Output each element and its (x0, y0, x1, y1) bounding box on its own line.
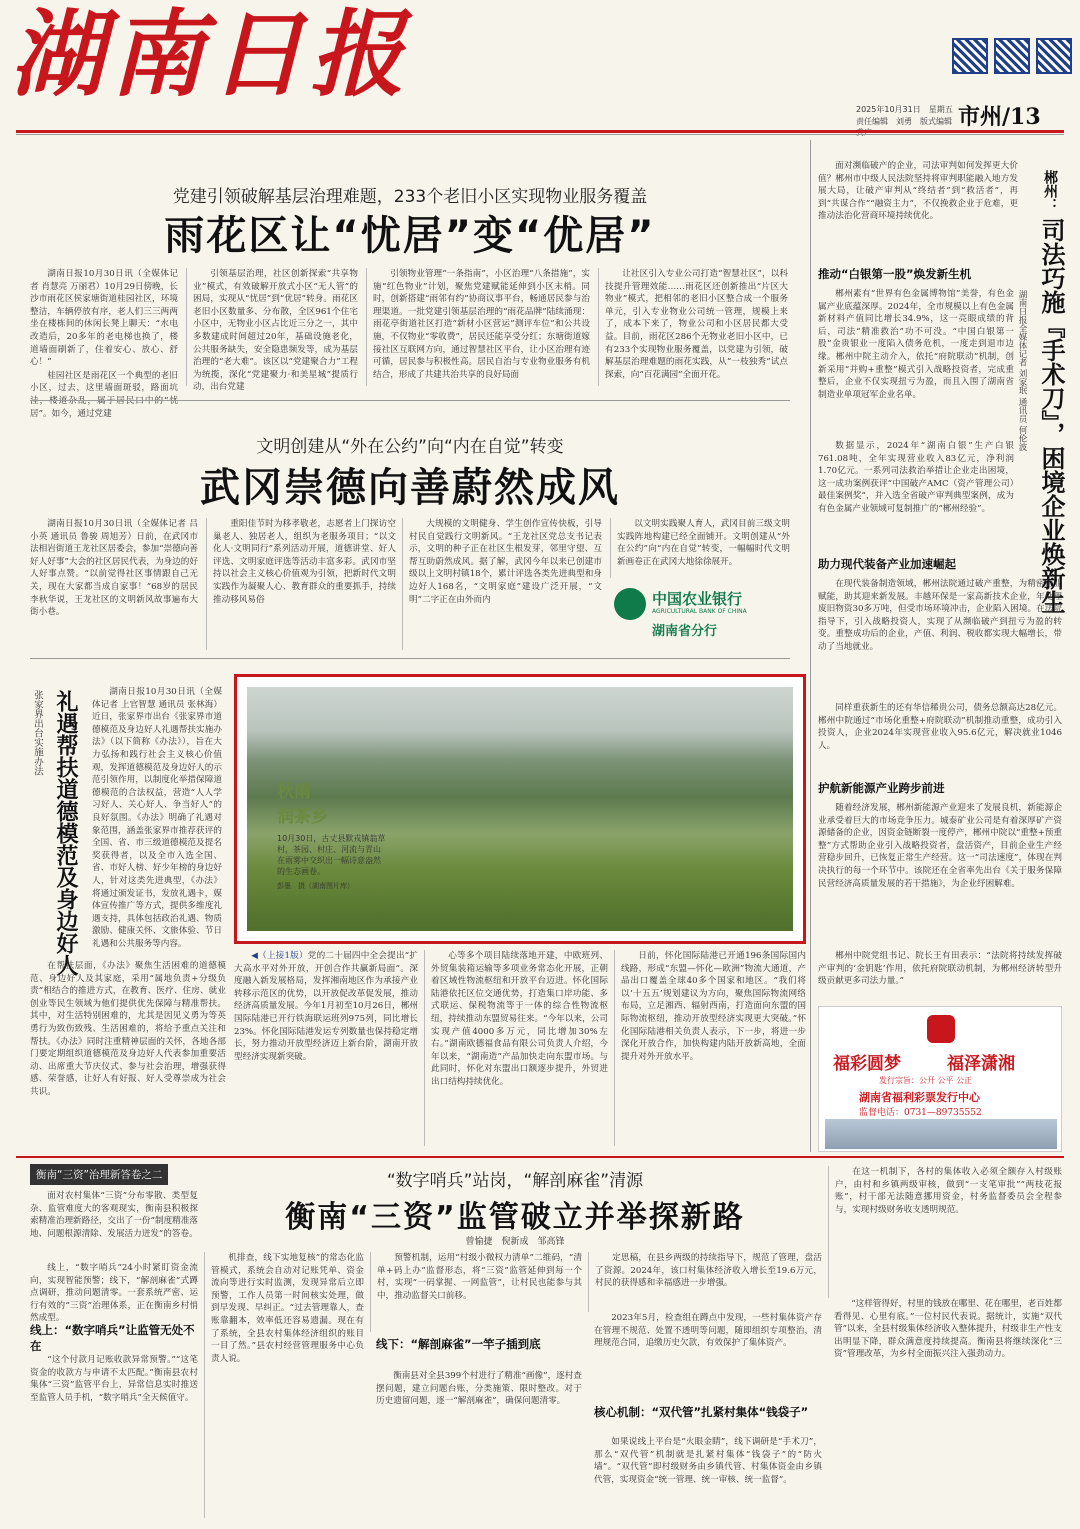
header-rule (16, 130, 1064, 133)
article3-title: 礼遇帮扶道德模范及身边好人 (53, 690, 78, 976)
series-tag: 衡南“三资”治理新答卷之二 (30, 1164, 168, 1185)
photo-caption: 10月30日，古丈县默戎镇翁草村，茶园、村庄、河流与青山在雨雾中交织出一幅诗意盎然的生态画卷。 (277, 834, 386, 876)
lottery-principle: 发行宗旨：公开 公平 公正 (879, 1076, 973, 1085)
article5-col2: 机排查，线下实地复核”的常态化监管模式，系统会自动对记账凭单、资金流向等进行实时监测，发现异常后立即预警，工作人员第一时间核实处理，做到早发现、早纠正。“过去管理靠人，查账靠翻本，效率低还容易遗漏。现在有了系统，全县农村集体经济组织的账目一目了然。”县农村经营管理服务中心负责人说。 (204, 1252, 364, 1518)
article1-col3: 引领物业管理“一条指南”，小区治理“八条措施”，实施“红色物业”计划，聚焦党建赋能延伸到小区末梢。同时，创新搭建“雨邻有约”协商议事平台，畅通居民参与治理渠道。一批党建引领基层治理的“雨花品牌”陆续涌现：雨花亭街道社区打造“新材小区营运”测评车位”和公共设施，不仅物业“零收费”，居民还能享受分红；东塘街道嫁接社区互联网方向，通过智慧社区平台，让小区治理有迹可循，居民参与积极性高。居民自治与专业物业服务有机结合，形成了共建共治共享的良好局面 (366, 268, 590, 386)
article2-col2: 重阳佳节时为移孝敬老，志愿者上门探访空巢老人、独居老人，组织为老服务项目；“以文化人·文明同行”系列活动开展，道德讲堂、好人评选、文明家庭评选等活动丰富多彩。武冈市坚持以社会主义核心价值观为引领，把新时代文明实践作为凝聚人心、教育群众的重要抓手，持续推动移风易俗 (206, 518, 396, 650)
abc-logo-icon (614, 588, 646, 620)
article1-col1: 湖南日报10月30日讯（全媒体记者 肖慧亮 万丽君）10月29日傍晚，长沙市雨花区侯家塘街道桂园社区，环境整洁，车辆停放有序，老人们三三两两坐在楼栋间的休闲长凳上聊天：“水电改造后，20多年的老电梯也换了，楼道墙面刷新了，住着安心、放心、舒心！” 桂园社区是雨花区一个典型的老旧小区，过去，这里墙面斑驳，路面坑 居”。如今，通过党建 (30, 269, 178, 419)
divider (30, 658, 790, 659)
lottery-slogan-1: 福彩圆梦 (833, 1054, 901, 1074)
article5-intro: 面对农村集体“三资”分布零散、类型复杂、监管难度大的客观现实，衡南县积极探索精准治理新路径，交出了一份“制度精准落地、问题根源清除、发展活力迸发”的答卷。 (30, 1191, 198, 1239)
article5-col3b: 衡南县对全县399个村进行了精准“画像”，逐村查摆问题，建立问题台账，分类施策、限时整改。对于历史遗留问题，逐一“解剖麻雀”，确保问题清零。 (376, 1371, 582, 1407)
right-para-5: 随着经济发展，郴州新能源产业迎来了发展良机，新能源企业承受着巨大的市场竞争压力。城泰矿业公司是有着深厚矿产资源储备的企业，因资金链断裂一度停产，郴州中院以“重整+预重整”方式帮助企业引入战略投资者，盘活资产，目前企业生产经营稳步回升，已恢复正常生产经营。这一“司法速度”，体现在判决执行的每一个环节中。该院还在全省率先出台《关于服务保障民营经济高质量发展的若干措施》，为企业纾困解难。 (818, 803, 1062, 889)
newspaper-masthead: 湖南日报 (10, 0, 411, 110)
lottery-logo-icon (927, 1015, 955, 1043)
article5-col5: 在这一机制下，各村的集体收入必须全额存入村级账户，由村和乡镇两级审核，做到“一支笔审批”“两枝花报账”，村干部无法随意挪用资金，村务监督委员会全程参与，实现村级财务收支透明规范。 (828, 1166, 1062, 1298)
header-rule-thin (16, 134, 1064, 135)
feature-photo-frame (234, 674, 806, 944)
article2-kicker: 文明创建从“外在公约”向“内在自觉”转变 (256, 437, 564, 457)
lottery-hotline: 监督电话：0731—89735552 (859, 1108, 982, 1118)
article5-col4c: 如果说线上平台是“火眼金睛”，线下调研是“手术刀”，那么“双代管”机制就是扎紧村集体“钱袋子”的“防火墙”。“双代管”即村级财务由乡镇代管、村集体资金由乡镇代管，实现资金“统一管理、统一审核、统一监督”。 (594, 1437, 822, 1485)
article5-col1: 线上，“数字哨兵”24小时紧盯资金流向，实现智能预警；线下，“解剖麻雀”式蹲点调研，推动问题清零。一套系统严密、运行有效的“三资”治理体系，正在衡南乡村悄然成型。 (30, 1263, 198, 1324)
qr-code-icon (952, 38, 988, 74)
article1-title: 雨花区让“忧居”变“优居” (164, 213, 656, 259)
city-skyline-image (825, 1119, 1057, 1149)
article4-col3: 日前，怀化国际陆港已开通196条国际国内线路，形成“东盟—怀化—欧洲”物流大通道，产品出口覆盖全球40多个国家和地区。“我们将以‘十五五’规划建议为方向，聚焦国际物流网络布局，立足湘西、辐射西南，打造面向东盟的国际物流枢纽，推动开放型经济实现更大突破。”怀化国际陆港相关负责人表示，下一步，将进一步深化开放合作，加快构建内陆开放新高地，全面提升对外开放水平。 (614, 950, 806, 1146)
section-rule (16, 1156, 1064, 1158)
divider (30, 400, 790, 401)
article5-col1b: “这个付款月记账收款异常预警。”“这笔资金的收款方与申请不太匹配。”衡南县农村集体“三资”监管平台上，异常信息实时推送至监管人员手机，“数字哨兵”全天候值守。 (30, 1355, 198, 1403)
article5-subhead-1: 线上：“数字哨兵”让监管无处不在 (30, 1323, 195, 1353)
right-subhead-2: 助力现代装备产业加速崛起 (818, 557, 956, 571)
continued-label: ◀（上接1版） (251, 951, 308, 961)
right-article-prefix: 郴州： (1042, 170, 1058, 212)
right-subhead-1: 推动“白银第一股”焕发新生机 (818, 267, 972, 281)
article3-body: 在帮扶层面，《办法》聚焦生活困难的道德模范、身边好人及其家庭，采用“属地负责+分级负责”相结合的推进方式，在教育、医疗、住房、就业创业等民生领域为他们提供优先保障与精准帮扶。其中，对生活特别困难的，尤其是因见义勇为等英勇行为致伤致残、生活困难的，将给予重点关注和帮扶。《办法》同时注重精神层面的关怀，各地各部门要定期组织道德模范及身边好人代表参加重要活动、出席重大节庆仪式、参与社会治理，增强获得感、荣誉感，让好人有好报、好人受尊崇成为社会共识。 (30, 961, 226, 1097)
article4-col2: 心等多个项目陆续落地开建，中欧班列、外贸集装箱运输等多项业务常态化开展，正朝着区域性物流枢纽和开放平台迈进。怀化国际陆港依托区位交通优势，打造集口岸功能、多式联运、保税物流等于一体的综合性物流枢纽，持续推动东盟贸易往来。“今年以来，公司实现产值4000多万元，同比增加30%左右。”湖南欧德福食品有限公司负责人介绍，今年以来，“湖南造”产品加快走向东盟市场。与此同时，怀化对东盟出口额逐步提升，外贸进出口结构持续优化。 (424, 950, 608, 1146)
right-article-intro: 面对濒临破产的企业，司法审判如何发挥更大价值？郴州市中级人民法院坚持将审判职能融入地方发展大局，让破产审判从“终结者”到“救活者”，再到“共谋合作”“融资主力”，不仅挽救企业于危难，更推动法治化营商环境持续优化。 (818, 161, 1018, 222)
photo-caption-box (277, 777, 387, 891)
editor-credits: 责任编辑 刘勇 版式编辑 (856, 117, 952, 126)
article5-subhead-2: 线下：“解剖麻雀”一竿子插到底 (376, 1337, 541, 1351)
article1-col4: 让社区引入专业公司打造“智慧社区”，以科技提升管理效能……雨花区还创新推出“片区大物业”模式，把相邻的老旧小区整合成一个服务单元，引入专业物业公司统一管理，规模上来了，成本下来了，物业公司和小区居民都大受益。目前，雨花区286个无物业老旧小区中，已有233个实现物业服务覆盖，以党建为引领，破解基层治理难题的雨花实践，从“一枝独秀”试点探索，向“百花满园”全面开花。 (598, 268, 788, 386)
article1-col2: 引领基层治理，社区创新探索“共享物业”模式，有效破解开放式小区“无人管”的困局，实现从“忧居”到“优居”转身。雨花区老旧小区数量多、分布散，全区961个住宅小区中，无物业小区占比近三分之一，其中多数建成时间超过20年，基础设施老化，公共服务缺失，安全隐患频发等，成为基层治理的“老大难”。该区以“党建聚合力”工程为统揽，深化“党建聚力·和美星城”提质行动，出台党建 (186, 268, 358, 386)
article2-col1: 湖南日报10月30日讯（全媒体记者 吕小英 通讯员 鲁骏 周旭芳）日前，在武冈市法相岩街道王龙社区居委会，参加“崇德向善好人好事”大会的社区居民代表，为身边的好人好事点赞。“以前觉得社区事情跟自己无关，现在大家都当成自家事！”68岁的居民李秋华说，王龙社区的文明新风故事遍布大街小巷。 (30, 519, 198, 618)
article3-kicker: 张家界出台实施办法 (32, 690, 43, 776)
article2-title: 武冈崇德向善蔚然成风 (200, 465, 620, 511)
abc-name-en: AGRICULTURAL BANK OF CHINA (652, 608, 747, 615)
qr-code-icon (994, 38, 1030, 74)
photo-credit: 彭墨 摄（湖南图片库） (277, 882, 354, 890)
right-para-6: 郴州中院党组书记、院长王有田表示：“法院将持续发挥破产审判的‘金钥匙’作用，依托府院联动机制，为郴州经济转型升级贡献更多司法力量。” (818, 951, 1062, 987)
article2-col3: 大规模的文明健身、学生创作宣传快板，引导村民自觉践行文明新风。“王龙社区党总支书记表示，文明的种子正在社区生根发芽，邻里守望、互帮互助蔚然成风。据了解，武冈今年以来已创建市级以上文明村镇18个，累计评选各类先进典型和身边好人168名，“文明家庭”建设广泛开展，“文明”二字正在由外而内 (402, 518, 602, 650)
right-article-byline: 湖南日报全媒体记者 刘家珉 通讯员 何伦波 (1017, 290, 1027, 452)
section-label: 市州/13 (958, 104, 1041, 130)
right-para-2: 数据显示，2024年“湖南白银”生产白银761.08吨，全年实现营业收入83亿元，净利润1.70亿元。一系列司法救治举措让企业走出困境，这一成功案例获评“中国破产AMC（资产管理公司）最佳案例奖”，并入选全省破产审判典型案例，成为有色金属产业领域可复制推广的“郴州经验”。 (818, 441, 1014, 514)
abc-advertisement (610, 584, 790, 646)
lottery-slogan-2: 福泽潇湘 (947, 1054, 1015, 1074)
right-subhead-3: 护航新能源产业跨步前进 (818, 781, 945, 795)
article5-byline: 曾愉捷 倪新成 邹高锋 (465, 1237, 565, 1247)
lottery-advertisement (818, 1006, 1062, 1152)
article3-lead: 湖南日报10月30日讯（全媒体记者 上官智慧 通讯员 张林海）近日，张家界市出台《张家界市道德模范及身边好人礼遇帮扶实施办法》（以下简称《办法》），旨在大力弘扬和践行社会主义核心价值观，发挥道德模范及身边好人的示范引领作用，以制度化举措保障道德模范的合法权益，营造“人人学习好人、关心好人、争当好人”的良好氛围。《办法》明确了礼遇对象范围，涵盖张家界市推荐获评的全国、省、市三级道德模范及提名奖获得者，以及全市入选全国、省、市好人榜、好少年榜的身边好人，针对这类先进典型，《办法》将通过颁发证书，发放礼遇卡，媒体宣传推广等方式，提供多维度礼遇支持，具体包括政治礼遇、物质激励、健康关怀、文旅体验、节日礼遇和公共服务等内容。 (92, 687, 222, 949)
article5-kicker: “数字哨兵”站岗，“解剖麻雀”清源 (386, 1171, 644, 1191)
lottery-org: 湖南省福利彩票发行中心 (859, 1091, 980, 1104)
article5-title: 衡南“三资”监管破立并举探新路 (285, 1200, 745, 1235)
issue-date: 2025年10月31日 星期五 (856, 105, 953, 114)
article5-subhead-3: 核心机制：“双代管”扎紧村集体“钱袋子” (594, 1405, 809, 1419)
article5-col3: 预警机制，运用“村级小微权力清单”二维码，“清单+码上办”监督形态，将“三资”监管延伸到每一个村，实现“一码掌握、一网监管”，让村民也能参与其中，推动监督关口前移。 (370, 1252, 582, 1332)
right-article-title: 司法巧施『手术刀』，困境企业焕新生 (1037, 218, 1065, 614)
qr-code-icon (1036, 38, 1072, 74)
abc-name: 中国农业银行 (652, 590, 743, 608)
article2-col4: 以文明实践聚人育人，武冈目前三级文明实践阵地构建已经全面铺开。文明创建从“外在公约”向“内在自觉”转变，一幅幅时代文明新画卷正在武冈大地徐徐展开。 (610, 518, 790, 578)
article1-kicker: 党建引领破解基层治理难题，233个老旧小区实现物业服务覆盖 (172, 187, 648, 207)
photo-title-1: 秋雨 (277, 782, 311, 802)
article4-col1: ◀（上接1版）党的二十届四中全会提出“扩大高水平对外开放，开创合作共赢新局面”。深度融入新发展格局，发挥湘南地区作为承接产业转移示范区的优势，以开放促改革促发展，推动经济高质量发展。今年1月初至10月26日，郴州国际陆港已开行铁海联运班列975列，同比增长23%。怀化国际陆港发运专列数量也保持稳定增长，努力推动开放型经济迈上新台阶，湖南开放型经济实现新突破。 (234, 951, 418, 1062)
article5-col4: 定思稿，在县乡两级的持续指导下，规范了管理，盘活了资源。2024年，该口村集体经济收入增长至19.6万元，村民的获得感和幸福感进一步增强。 (588, 1252, 822, 1312)
column-divider (810, 140, 811, 1152)
photo-title-2: 润茶乡 (277, 807, 328, 827)
article5-col4b: 2023年5月，检查组在蹲点中发现，一些村集体资产存在管理不规范、处置不透明等问题，随即组织专项整治，清理规范合同，追缴历史欠款，有效保护了集体资产。 (594, 1313, 822, 1349)
right-para-1: 郴州素有“世界有色金属博物馆”美誉，有色金属产业底蕴深厚。2024年，全市规模以上有色金属新材料产值同比增长34.9%，这一亮眼成绩的背后，司法“精准救治”功不可没。“中国白银第一股”金贵银业一度陷入债务危机，一度走到退市边缘。郴州中院主动介入，依托“府院联动”机制，创新采用“并购+重整”模式引入战略投资者，完成重整后，企业不仅实现扭亏为盈，而且入围了湖南省制造业单项冠军企业名单。 (818, 289, 1014, 400)
right-para-3: 在现代装备制造领域，郴州法院通过破产重整，为精密企业赋能，助其迎来新发展。丰越环保是一家高新技术企业，年处理废旧物资30多万吨，但受市场环境冲击，企业陷入困境。在法院指导下，引入战略投资人，实现了从濒临破产到扭亏为盈的转变。重整成功后的企业，产值、利润、税收都实现大幅增长，带动了当地就业。 (818, 579, 1062, 652)
abc-branch: 湖南省分行 (652, 624, 718, 639)
right-para-4: 同样重获新生的还有华信稀贵公司，债务总额高达28亿元。郴州中院通过“市场化重整+府院联动”机制推动重整，成功引入投资人，企业2024年实现营业收入95.6亿元，解决就业1046人。 (818, 703, 1062, 751)
article5-col5b: “这样管得好，村里的钱放在哪里、花在哪里，老百姓都看得见、心里有底。”一位村民代表说。据统计，实施“双代管”以来，全县村级集体经济收入整体提升，村级非生产性支出明显下降，群众满意度持续提高。衡南县将继续深化“三资”管理改革，为乡村全面振兴注入强劲动力。 (834, 1299, 1062, 1360)
